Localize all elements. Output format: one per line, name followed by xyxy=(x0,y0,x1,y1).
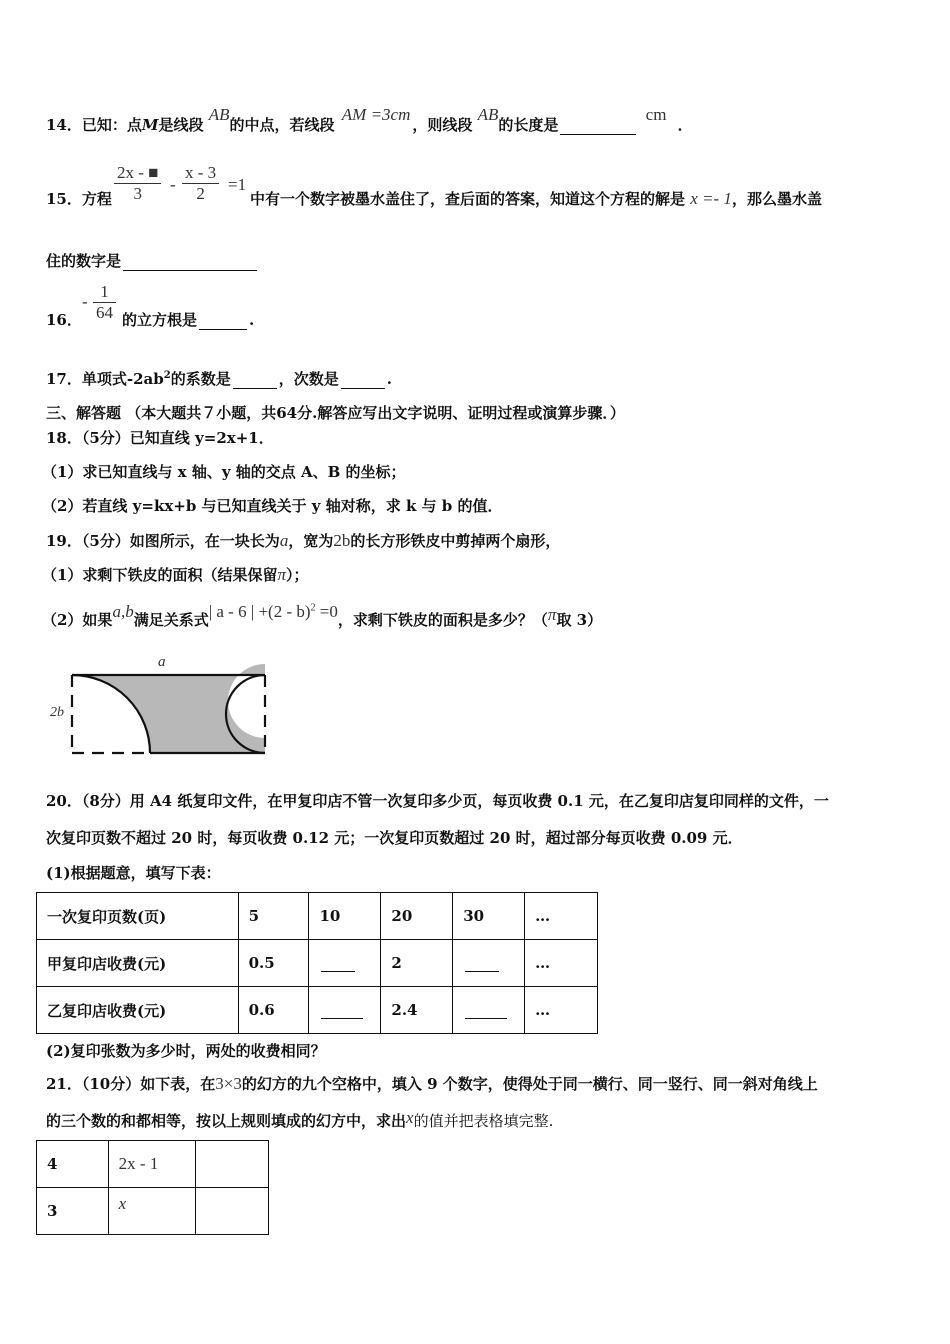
q14-answer-blank xyxy=(560,133,636,135)
question-17: 17．单项式$-2ab^2$的系数是 ，次数是 . xyxy=(46,370,392,388)
question-19-part-1: （1）求剩下铁皮的面积（结果保留π）； xyxy=(42,565,309,584)
q20-fee-table xyxy=(36,892,598,1034)
question-20-line-1: 20．（8分）用 A4 纸复印文件，在甲复印店不管一次复印多少页，每页收费 0.1 元，在乙复印店复印同样的文件，一 xyxy=(46,792,829,810)
question-16: 16． xyxy=(46,311,82,329)
question-19-title: 19．（5分）如图所示，在一块长为a，宽为2b的长方形铁皮中剪掉两个扇形， xyxy=(46,531,561,550)
table-row: 甲复印店收费(元) 0.5 2 … xyxy=(37,940,598,987)
q15-fraction-1: $\frac{2x - ■}{3}$ xyxy=(114,163,161,204)
question-21-line-1: 21．（10分）如下表，在3×3的幻方的九个空格中，填入 9 个数字，使得处于同一横行、同一竖行、同一斜对角线上 xyxy=(46,1074,818,1093)
question-21-line-2: 的三个数的和都相等，按以上规则填成的幻方中，求出x的值并把表格填完整. xyxy=(46,1108,554,1130)
q16-fraction: $\frac{1}{64}$ xyxy=(93,282,116,323)
table-answer-blank xyxy=(321,1017,363,1019)
table-answer-blank xyxy=(321,970,355,972)
q21-magic-square-table xyxy=(36,1140,269,1235)
question-14: 14．已知：点M是线段 AB的中点，若线段 AM =3cm，则线段 AB的长度是 cm ． xyxy=(46,105,693,134)
question-20-line-2: 次复印页数不超过 20 时，每页收费 0.12 元；一次复印页数超过 20 时，超过部分每页收费 0.09 元． xyxy=(46,829,743,847)
question-15: 15．方程 xyxy=(46,190,112,208)
q15-answer-blank xyxy=(123,269,257,271)
table-row: 乙复印店收费(元) 0.6 2.4 … xyxy=(37,987,598,1034)
q17-coefficient-blank xyxy=(233,387,277,389)
q15-fraction-2: $\frac{x - 3}{2}$ xyxy=(182,163,219,204)
table-answer-blank xyxy=(465,1017,507,1019)
question-18-part-2: （2）若直线 y=kx+b 与已知直线关于 y 轴对称，求 k 与 b 的值． xyxy=(42,497,503,515)
question-20-part-1: (1)根据题意，填写下表： xyxy=(46,864,221,882)
q16-answer-blank xyxy=(199,328,247,330)
table-answer-blank xyxy=(465,970,499,972)
question-18-part-1: （1）求已知直线与 x 轴、y 轴的交点 A、B 的坐标； xyxy=(42,463,406,481)
q19-condition-expression: | a - 6 | +(2 - b)$^2$ =0 xyxy=(208,602,338,621)
section-3-heading: 三、解答题 （本大题共７小题，共64分.解答应写出文字说明、证明过程或演算步骤．） xyxy=(46,404,625,422)
question-18-title: 18．（5分）已知直线 y=2x+1． xyxy=(46,429,274,447)
question-20-part-2: (2)复印张数为多少时，两处的收费相同？ xyxy=(46,1042,326,1060)
table-row: 3 x xyxy=(37,1188,269,1235)
q14-number: 14． xyxy=(46,116,82,134)
question-19-part-2: （2）如果a,b满足关系式| a - 6 | +(2 - b)$^2$ =0，求剩下铁皮的面积是多少？（π取 3） xyxy=(42,602,603,629)
label-2b: 2b xyxy=(50,705,64,720)
q15-line-2: 住的数字是 xyxy=(46,250,259,271)
q19-figure xyxy=(42,650,282,762)
q17-degree-blank xyxy=(341,387,385,389)
table-row: 4 2x - 1 xyxy=(37,1141,269,1188)
label-a: a xyxy=(158,654,166,670)
table-row: 一次复印页数(页) 5 10 20 30 … xyxy=(37,893,598,940)
